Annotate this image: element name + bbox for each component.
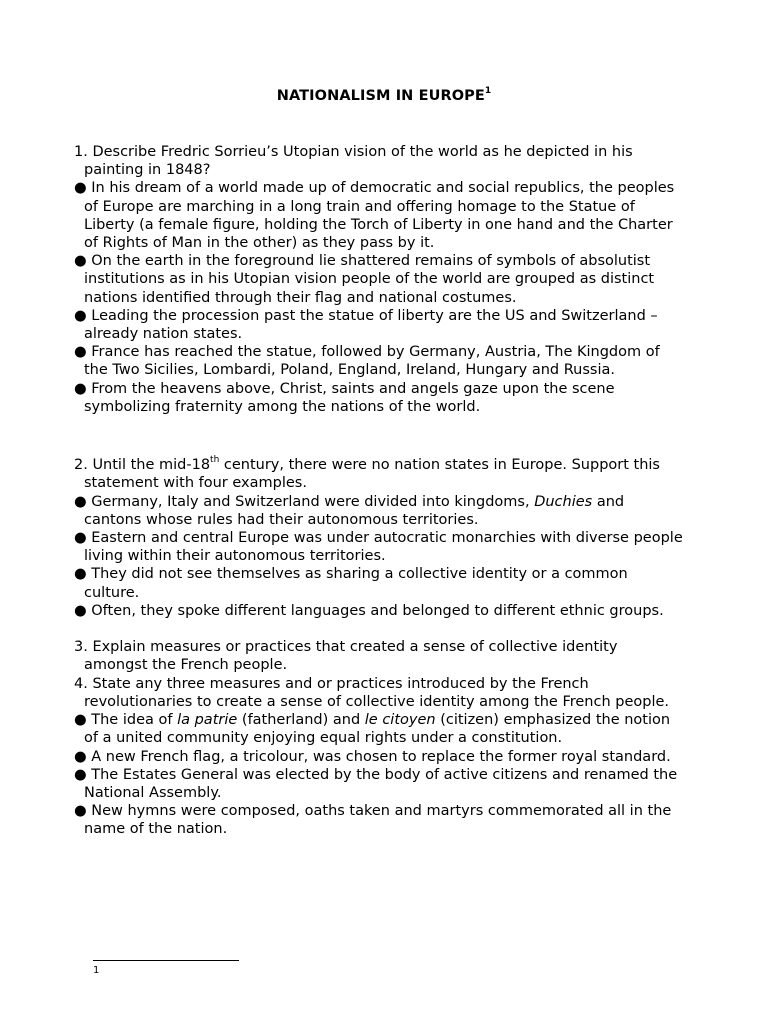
question-4: 4. State any three measures and or practices introduced by the French revolutionaries to create a sense of collective identity among the French people. <box>74 675 670 710</box>
q1-answer-2: ● On the earth in the foreground lie shattered remains of symbols of absolutist institutions as in his Utopian vision people of the world are grouped as distinct nations identified through their flag and national costumes. <box>74 253 655 306</box>
footnote-separator <box>93 960 239 961</box>
q4-answer-1 <box>74 711 684 747</box>
q2-answer-1-italic: Duchies <box>534 493 593 510</box>
q4-answer-4: ● New hymns were composed, oaths taken and martyrs commemorated all in the name of the nation. <box>74 803 672 838</box>
q2-answer-2: ● Eastern and central Europe was under autocratic monarchies with diverse people living within their autonomous territories. <box>74 530 683 565</box>
q2-answer-1-text: and cantons whose rules had their autonomous territories. <box>84 493 625 528</box>
q2-text-part: 2. Until the mid-18 <box>74 457 211 474</box>
question-1: 1. Describe Fredric Sorrieu’s Utopian vision of the world as he depicted in his painting in 1848? <box>74 144 633 179</box>
q4-answer-3: ● The Estates General was elected by the body of active citizens and renamed the National Assembly. <box>74 766 678 801</box>
q2-answer-1 <box>74 493 684 529</box>
document-body <box>74 143 684 839</box>
title-footnote-ref: 1 <box>484 86 492 96</box>
page-title <box>0 87 768 104</box>
q2-answer-4: ● Often, they spoke different languages and belonged to different ethnic groups. <box>74 602 664 619</box>
q2-ordinal-sup: th <box>210 455 220 466</box>
q1-answer-3: ● Leading the procession past the statue of liberty are the US and Switzerland – already nation states. <box>74 307 658 343</box>
q4-answer-1-text: ● The idea of <box>74 712 178 729</box>
question-3: 3. Explain measures or practices that created a sense of collective identity amongst the French people. <box>74 639 618 674</box>
question-2 <box>74 452 684 492</box>
q2-answer-3: ● They did not see themselves as sharing a collective identity or a common culture. <box>74 566 628 601</box>
q4-answer-2: ● A new French flag, a tricolour, was chosen to replace the former royal standard. <box>74 748 671 765</box>
section-gap <box>74 416 684 452</box>
q4-answer-1-italic: la patrie <box>177 712 238 729</box>
footnote-marker: 1 <box>93 965 100 976</box>
q4-answer-1-italic: le citoyen <box>364 712 436 729</box>
q4-answer-1-text: (citizen) emphasized the notion of a united community enjoying equal rights under a constitution. <box>84 712 671 747</box>
q2-text-part: century, there were no nation states in Europe. Support this statement with four examples. <box>84 457 660 492</box>
q2-answer-1-text: ● Germany, Italy and Switzerland were divided into kingdoms, <box>74 493 535 510</box>
section-gap <box>74 620 684 638</box>
q1-answer-5: ● From the heavens above, Christ, saints and angels gaze upon the scene symbolizing fraternity among the nations of the world. <box>74 380 615 415</box>
q4-answer-1-text: (fatherland) and <box>237 712 365 729</box>
title-text: NATIONALISM IN EUROPE <box>276 87 485 104</box>
q1-answer-4: ● France has reached the statue, followed by Germany, Austria, The Kingdom of the Two Sicilies, Lombardi, Poland, England, Ireland, Hungary and Russia. <box>74 344 660 379</box>
q1-answer-1: ● In his dream of a world made up of democratic and social republics, the peoples of Europe are marching in a long train and offering homage to the Statue of Liberty (a female figure, holding the Torch of Liberty in one hand and the Charter of Rights of Man in the other) as they pass by it. <box>74 180 675 252</box>
